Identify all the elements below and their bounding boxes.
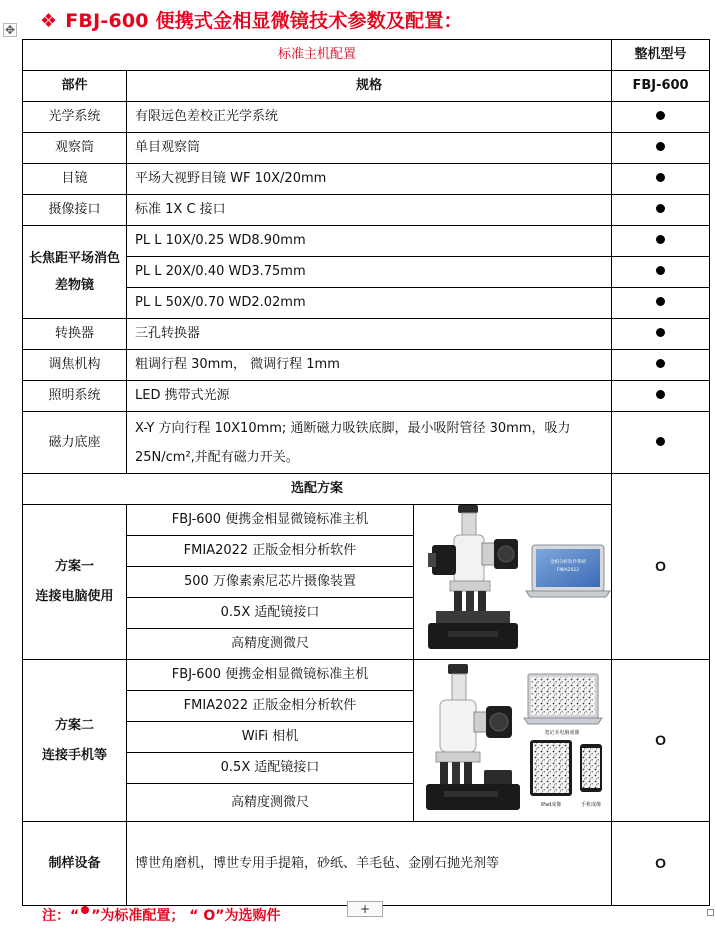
footnote-text: ”为标准配置； “ O”为选购件: [91, 908, 281, 924]
microscope-laptop-illustration: [414, 505, 612, 660]
plan1-mark: [612, 474, 710, 660]
standard-mark: [612, 350, 710, 381]
spec-cell: 平场大视野目镜 WF 10X/20mm: [127, 164, 612, 195]
filled-dot-icon: [656, 204, 665, 213]
spec-cell: PL L 50X/0.70 WD2.02mm: [127, 288, 612, 319]
standard-mark: [612, 288, 710, 319]
page-title-text: FBJ-600 便携式金相显微镜技术参数及配置：: [65, 10, 463, 32]
plan2-item: WiFi 相机: [127, 722, 414, 753]
laptop-caption: 金相分析软件系统: [550, 560, 586, 565]
part-cell: 目镜: [23, 164, 127, 195]
table-row: [23, 288, 710, 319]
spec-cell: 有限远色差校正光学系统: [127, 102, 612, 133]
table-row: [23, 133, 710, 164]
plan1-name-line2: 连接电脑使用: [35, 589, 114, 604]
spec-cell: 三孔转换器: [127, 319, 612, 350]
plan1-item: FBJ-600 便携金相显微镜标准主机: [127, 505, 414, 536]
table-move-handle-icon[interactable]: ✥: [4, 23, 16, 37]
standard-mark: [612, 319, 710, 350]
filled-dot-icon: [656, 328, 665, 337]
plan2-item: 0.5X 适配镜接口: [127, 753, 414, 784]
hollow-o-icon: O: [655, 854, 666, 871]
part-cell: 磁力底座: [23, 412, 127, 474]
spec-cell: X-Y 方向行程 10X10mm; 通断磁力吸铁底脚，最小吸附管径 30mm，吸力 25N/cm²,并配有磁力开关。: [127, 412, 612, 474]
prep-mark: [612, 822, 710, 906]
prep-name: 制样设备: [23, 822, 127, 906]
table-resize-handle-icon[interactable]: [707, 909, 714, 916]
model-name: FBJ-600: [612, 71, 710, 102]
filled-dot-icon: [656, 111, 665, 120]
table-row: [23, 226, 710, 257]
part-cell: 照明系统: [23, 381, 127, 412]
table-row: [23, 40, 710, 71]
col-header-part: 部件: [23, 71, 127, 102]
laptop-image-caption: 笔记本电脑成像: [544, 730, 580, 736]
filled-dot-icon: [656, 266, 665, 275]
footnote: [42, 905, 280, 925]
table-row: [23, 474, 710, 505]
standard-mark: [612, 412, 710, 474]
filled-dot-icon: [656, 437, 665, 446]
plan2-name: [23, 660, 127, 822]
plan2-item: 高精度测微尺: [127, 784, 414, 822]
standard-mark: [612, 195, 710, 226]
part-cell: 观察筒: [23, 133, 127, 164]
model-header: 整机型号: [612, 40, 710, 71]
spec-cell: 粗调行程 30mm， 微调行程 1mm: [127, 350, 612, 381]
plan1-item: FMIA2022 正版金相分析软件: [127, 536, 414, 567]
filled-dot-icon: [656, 297, 665, 306]
hollow-o-icon: O: [655, 731, 666, 748]
standard-mark: [612, 102, 710, 133]
table-row: [23, 660, 710, 691]
plan1-item: 500 万像素索尼芯片摄像装置: [127, 567, 414, 598]
page-title: [40, 6, 463, 34]
phone-image-caption: 手机成像: [580, 802, 602, 808]
spec-cell: PL L 10X/0.25 WD8.90mm: [127, 226, 612, 257]
spec-cell: 标准 1X C 接口: [127, 195, 612, 226]
plan2-name-line2: 连接手机等: [41, 747, 107, 763]
table-row: [23, 195, 710, 226]
filled-dot-icon: [656, 173, 665, 182]
add-row-button[interactable]: +: [347, 901, 383, 917]
plan1-item: 0.5X 适配镜接口: [127, 598, 414, 629]
plan2-mark: [612, 660, 710, 822]
standard-mark: [612, 257, 710, 288]
spec-cell: 单目观察筒: [127, 133, 612, 164]
table-row: [23, 381, 710, 412]
table-row: [23, 822, 710, 906]
standard-mark: [612, 164, 710, 195]
standard-mark: [612, 226, 710, 257]
plan2-image: [414, 660, 612, 822]
plan2-item: FMIA2022 正版金相分析软件: [127, 691, 414, 722]
table-row: [23, 164, 710, 195]
spec-cell: PL L 20X/0.40 WD3.75mm: [127, 257, 612, 288]
plan1-image: [414, 505, 612, 660]
plan1-item: 高精度测微尺: [127, 629, 414, 660]
plan1-name-line1: 方案一: [54, 559, 94, 574]
red-dot-icon: [81, 906, 89, 914]
table-row: [23, 319, 710, 350]
laptop-caption2: FMIA2022: [556, 568, 580, 573]
col-header-spec: 规格: [127, 71, 612, 102]
spec-table: [22, 39, 710, 906]
hollow-o-icon: O: [655, 557, 666, 574]
ipad-image-caption: iPad成像: [540, 802, 562, 808]
part-cell: 调焦机构: [23, 350, 127, 381]
part-cell: 摄像接口: [23, 195, 127, 226]
table-row: [23, 71, 710, 102]
standard-mark: [612, 381, 710, 412]
footnote-prefix: 注：“: [42, 908, 80, 924]
options-title: 选配方案: [23, 474, 612, 505]
microscope-devices-illustration: [414, 660, 612, 818]
prep-spec: 博世角磨机，博世专用手提箱，砂纸、羊毛毡、金刚石抛光剂等: [127, 822, 612, 906]
part-cell: 光学系统: [23, 102, 127, 133]
section-title-standard: 标准主机配置: [23, 40, 612, 71]
table-row: [23, 412, 710, 474]
part-cell: 转换器: [23, 319, 127, 350]
filled-dot-icon: [656, 390, 665, 399]
diamond-bullet-icon: ❖: [40, 10, 58, 32]
spec-cell: LED 携带式光源: [127, 381, 612, 412]
table-row: [23, 102, 710, 133]
filled-dot-icon: [656, 142, 665, 151]
plan2-item: FBJ-600 便携金相显微镜标准主机: [127, 660, 414, 691]
part-cell-objective: 长焦距平场消色差物镜: [23, 226, 127, 319]
filled-dot-icon: [656, 235, 665, 244]
table-row: [23, 350, 710, 381]
plan2-name-line1: 方案二: [54, 717, 94, 733]
table-row: [23, 505, 710, 536]
plan1-name: [23, 505, 127, 660]
table-row: [23, 257, 710, 288]
filled-dot-icon: [656, 359, 665, 368]
standard-mark: [612, 133, 710, 164]
